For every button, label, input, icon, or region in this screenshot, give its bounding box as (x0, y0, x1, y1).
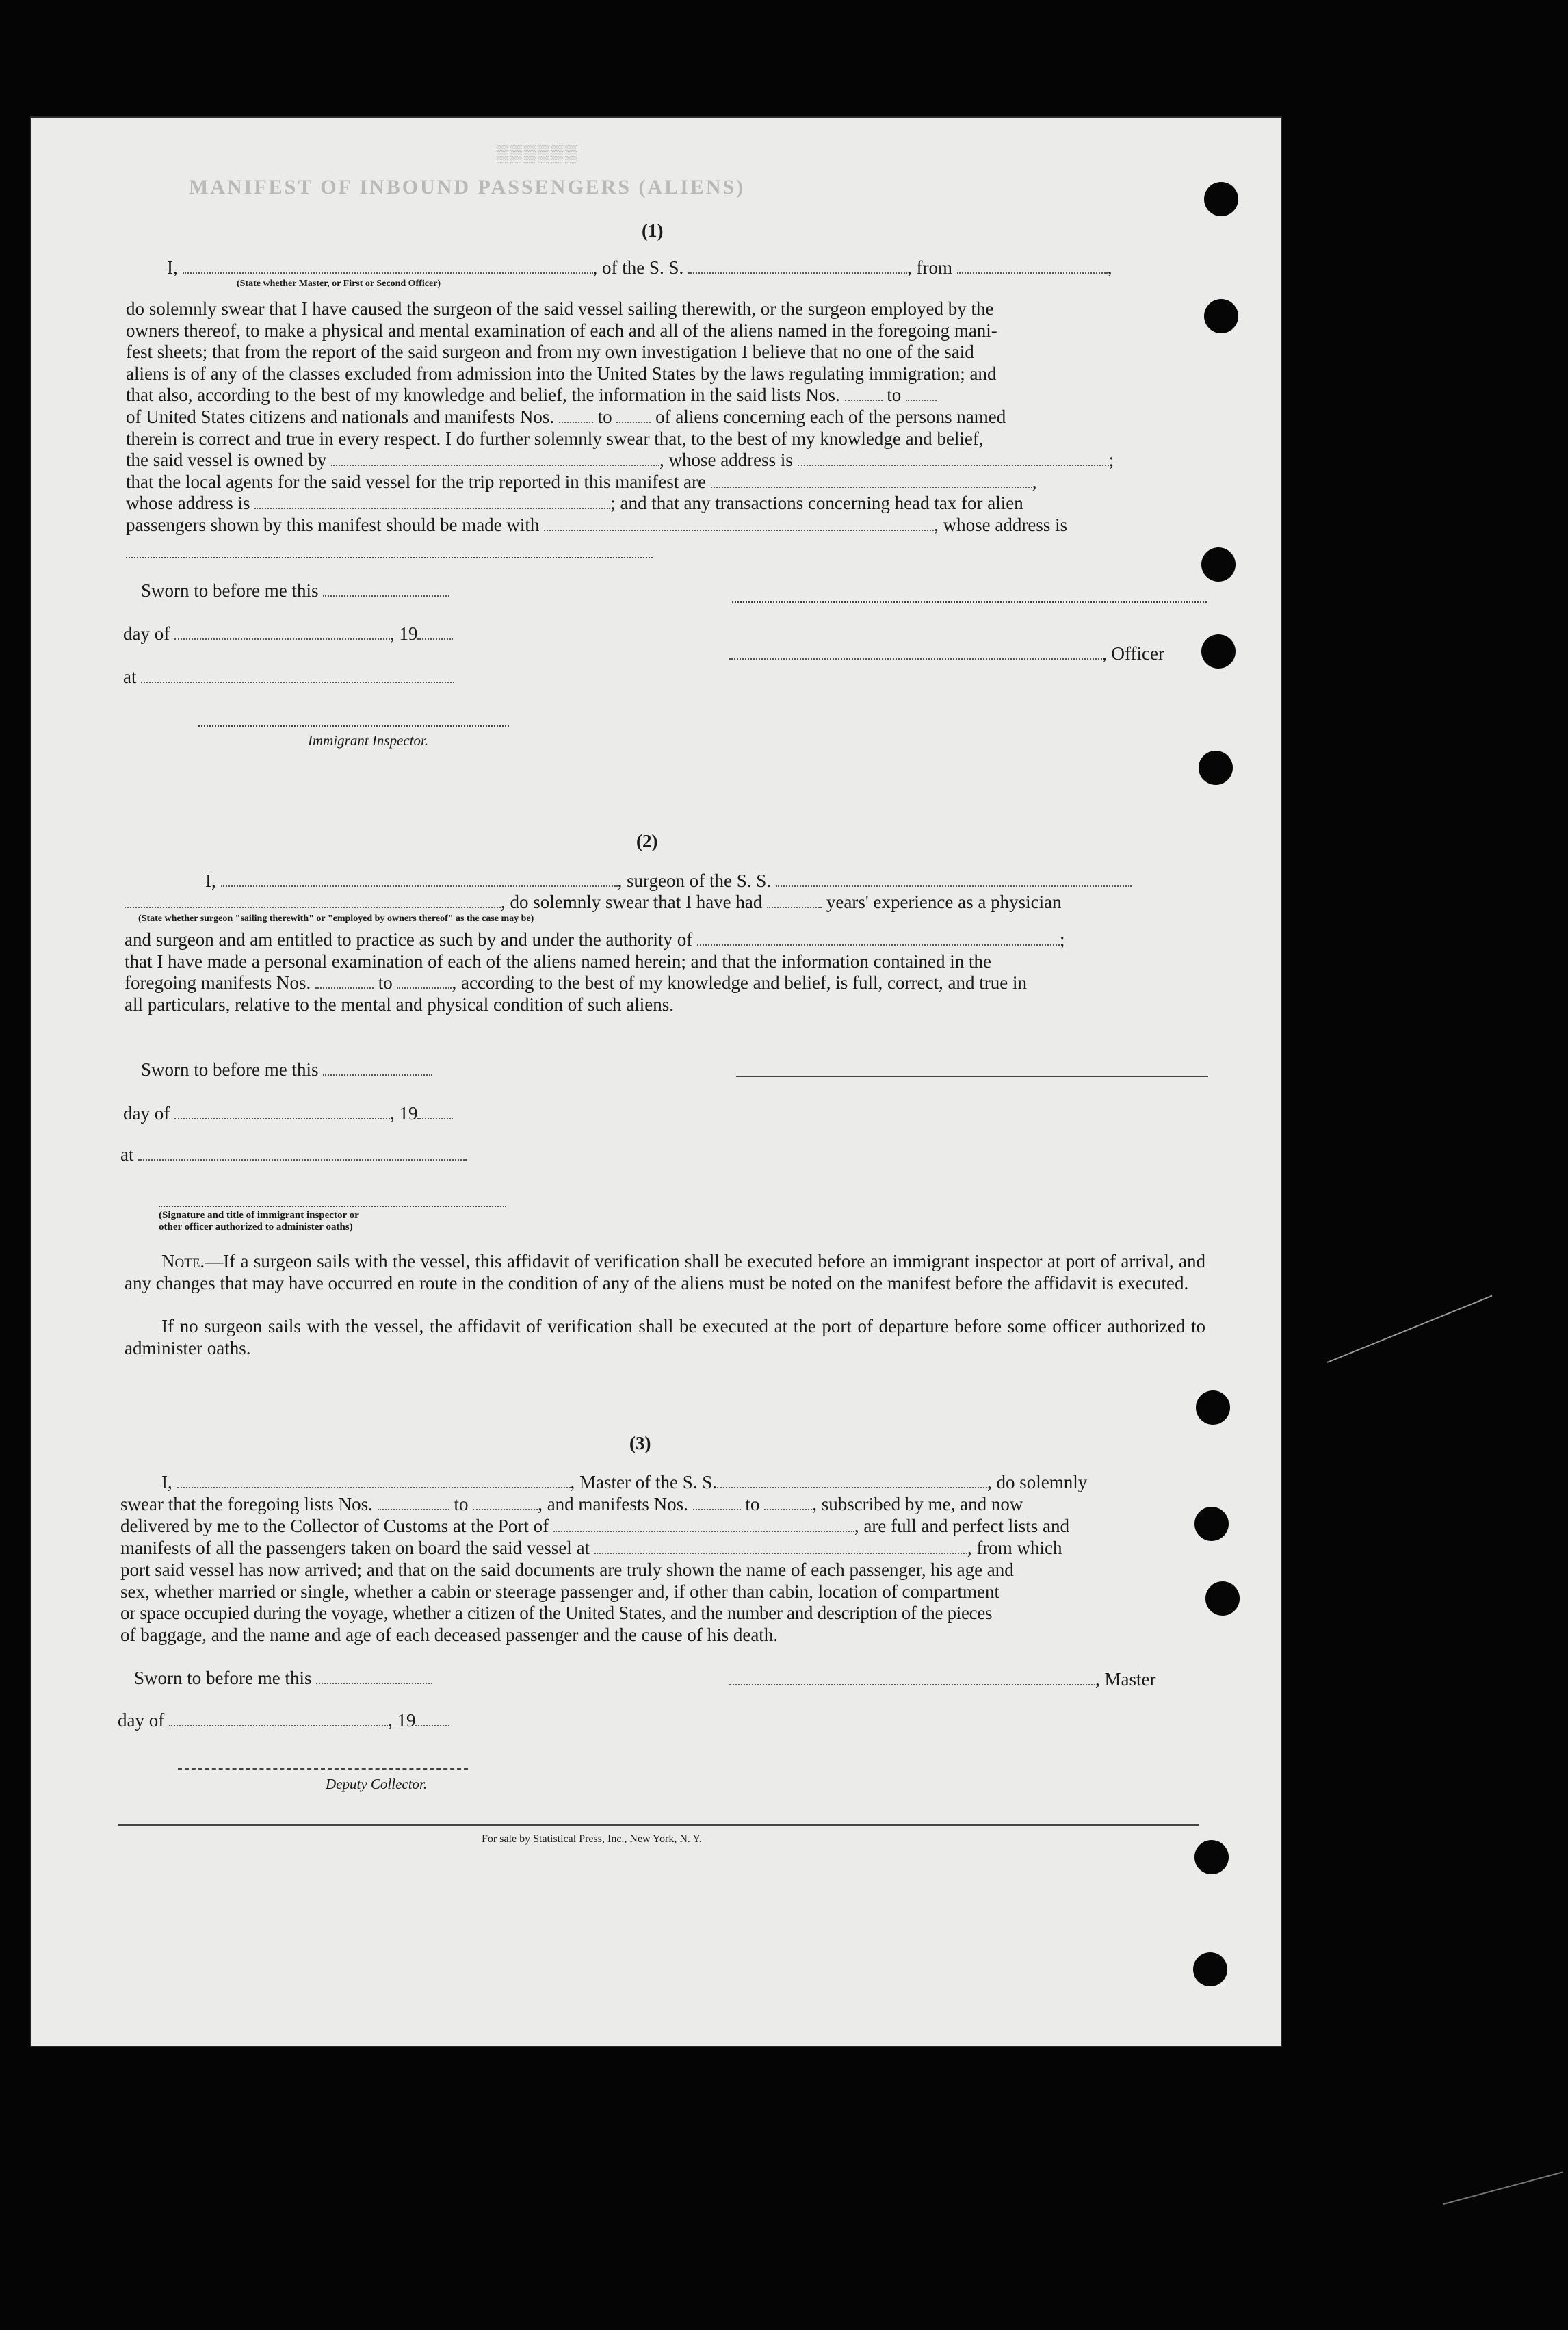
s1-at-field[interactable] (141, 681, 454, 683)
s1-body (126, 298, 1207, 536)
s1-i: I, (167, 257, 178, 278)
s2-text: ; (1060, 929, 1065, 950)
s1-owner-field[interactable] (331, 464, 659, 466)
bleed-through-text: MANIFEST OF INBOUND PASSENGERS (ALIENS) (189, 176, 746, 198)
footer-rule (118, 1824, 1199, 1826)
s2-note-dash: — (205, 1251, 224, 1271)
s2-day-field[interactable] (174, 1117, 390, 1119)
s1-body-line: owners thereof, to make a physical and mental examination of each and all of the aliens named in the foregoing mani- (126, 320, 997, 341)
s1-text: , (1032, 471, 1037, 492)
s3-manifests-to-field[interactable] (764, 1508, 812, 1510)
s1-sworn-label: Sworn to before me this (141, 580, 319, 601)
s3-line-4 (120, 1538, 1062, 1559)
s3-year-label: , 19 (387, 1710, 416, 1731)
s2-at-field[interactable] (138, 1158, 467, 1161)
s1-officer-label: , Officer (1102, 643, 1164, 664)
s1-caption: (State whether Master, or First or Second Officer) (237, 279, 441, 289)
s3-master-name-field[interactable] (177, 1486, 571, 1488)
s3-lists-field[interactable] (378, 1508, 449, 1510)
s3-text: , from which (967, 1538, 1062, 1558)
s3-text: , subscribed by me, and now (812, 1494, 1023, 1514)
s2-line-2 (125, 892, 1062, 914)
s3-sworn (134, 1668, 432, 1690)
s1-from-field[interactable] (957, 272, 1108, 274)
s3-port-field[interactable] (553, 1530, 854, 1532)
s3-deputy-caption: Deputy Collector. (326, 1776, 428, 1792)
section-3-number: (3) (629, 1433, 651, 1453)
s3-i: I, (161, 1472, 172, 1492)
s1-from: , from (907, 257, 952, 278)
s1-year-label: , 19 (389, 623, 418, 644)
section-2-number: (2) (636, 831, 658, 851)
s2-at (120, 1144, 467, 1166)
s1-agents-field[interactable] (711, 486, 1032, 488)
s1-lists-to-field[interactable] (906, 399, 937, 401)
s3-body-line: sex, whether married or single, whether a cabin or steerage passenger and, if other than cabin, location of compartment (120, 1581, 1000, 1602)
s2-inspector-line[interactable] (159, 1206, 506, 1207)
s1-body-line (126, 385, 1207, 406)
s1-text: the said vessel is owned by (126, 450, 327, 471)
manifest-page (31, 118, 1281, 2046)
s2-text: years' experience as a physician (826, 892, 1062, 912)
s1-text: passengers shown by this manifest should be made with (126, 514, 540, 535)
s1-text: that also, according to the best of my knowledge and belief, the information in the said lists Nos. (126, 385, 840, 406)
s1-body-line: fest sheets; that from the report of the said surgeon and from my own investigation I believe that no one of the said (126, 341, 974, 363)
s2-to: to (378, 972, 393, 994)
s1-text: of aliens concerning each of the persons named (655, 406, 1006, 427)
scan-scratch (1327, 1295, 1493, 1363)
s3-body-line: port said vessel has now arrived; and that on the said documents are truly shown the name of each passenger, his age and (120, 1559, 1014, 1580)
s1-comma: , (1107, 257, 1112, 278)
s1-headtax-field[interactable] (544, 529, 934, 531)
s2-sworn-field[interactable] (323, 1074, 432, 1076)
s3-body-line: or space occupied during the voyage, whether a citizen of the United States, and the number and description of the pieces (120, 1603, 993, 1624)
s1-day-label: day of (123, 623, 170, 644)
s2-line-1 (205, 870, 1132, 892)
s2-i: I, (205, 870, 216, 891)
s3-line-1 (161, 1472, 1087, 1494)
s1-line-1 (167, 257, 1112, 279)
s1-officer-signature-field[interactable] (729, 658, 1102, 660)
s1-body-line (126, 471, 1207, 493)
s1-year-field[interactable] (417, 638, 453, 640)
s3-vessel-field[interactable] (717, 1486, 987, 1488)
s2-day-of (123, 1103, 453, 1125)
s3-text: delivered by me to the Collector of Customs at the Port of (120, 1516, 549, 1536)
s1-day-field[interactable] (174, 638, 390, 640)
s3-text: , do solemnly (986, 1472, 1088, 1492)
punch-hole (1196, 1390, 1230, 1425)
s3-sworn-field[interactable] (316, 1682, 432, 1684)
s3-text: , and manifests Nos. (538, 1494, 688, 1514)
s3-boarding-port-field[interactable] (594, 1552, 967, 1554)
s1-day-of (123, 623, 453, 645)
s2-note-2: If no surgeon sails with the vessel, the affidavit of verification shall be executed at the port of departure before some officer authorized to administer oaths. (125, 1316, 1205, 1358)
s1-body-line (126, 515, 1207, 536)
section-1-number: (1) (642, 220, 664, 241)
s1-lists-field[interactable] (845, 399, 883, 401)
s1-inspector-caption: Immigrant Inspector. (308, 732, 429, 749)
scan-scratch (1443, 2171, 1563, 2205)
s3-master-label: , Master (1095, 1669, 1156, 1690)
s2-day-label: day of (123, 1103, 170, 1124)
s1-sworn-field[interactable] (323, 595, 449, 597)
s1-to: to (887, 385, 902, 406)
s2-year-label: , 19 (389, 1103, 418, 1124)
punch-hole (1204, 299, 1238, 333)
s3-body (120, 1559, 1205, 1646)
s1-at-label: at (123, 666, 137, 687)
s3-line-2 (120, 1494, 1023, 1516)
s3-master-of-ss: , Master of the S. S. (570, 1472, 717, 1492)
s3-sworn-label: Sworn to before me this (134, 1668, 312, 1688)
s2-authority-field[interactable] (697, 944, 1060, 946)
s2-text: and surgeon and am entitled to practice as such by and under the authority of (125, 929, 693, 950)
s1-text: whose address is (126, 493, 250, 514)
s1-inspector-line[interactable] (198, 725, 509, 727)
s1-body-line (126, 406, 1207, 428)
s3-manifests-field[interactable] (693, 1508, 741, 1510)
s3-deputy-line[interactable] (178, 1768, 468, 1770)
s2-year-field[interactable] (417, 1117, 453, 1119)
s1-officer-field[interactable] (183, 272, 593, 274)
punch-hole (1205, 1581, 1240, 1616)
s1-text: , whose address is (934, 514, 1068, 535)
s2-note (125, 1251, 1205, 1294)
punch-hole (1201, 634, 1236, 669)
punch-hole (1194, 1840, 1229, 1874)
s1-text: of United States citizens and nationals and manifests Nos. (126, 406, 555, 427)
s2-note-text: If a surgeon sails with the vessel, this affidavit of verification shall be executed before an immigrant inspector at port of arrival, and any changes that may have occurred en route in the condition of any of the aliens must be noted on the manifest before the affidavit is executed. (125, 1251, 1205, 1293)
s3-day-field[interactable] (169, 1724, 388, 1726)
s3-day-of (118, 1710, 449, 1732)
s2-manifests-field[interactable] (315, 987, 374, 989)
s3-text: , are full and perfect lists and (854, 1516, 1070, 1536)
s1-manifests-to-field[interactable] (616, 421, 651, 423)
s2-sworn-label: Sworn to before me this (141, 1059, 319, 1080)
s2-years-field[interactable] (767, 906, 822, 908)
punch-hole (1204, 182, 1238, 216)
s1-text: ; (1108, 450, 1114, 471)
s2-vessel-field[interactable] (776, 885, 1132, 887)
s1-text: , whose address is (659, 450, 793, 471)
s1-body-line: therein is correct and true in every respect. I do further solemnly swear that, to the best of my knowledge and belief, (126, 428, 984, 449)
s1-body-line: aliens is of any of the classes excluded from admission into the United States by the laws regulating immigration; and (126, 363, 997, 384)
s3-day-label: day of (118, 1710, 165, 1731)
s3-text: manifests of all the passengers taken on board the said vessel at (120, 1538, 590, 1558)
s2-body (125, 929, 1205, 1015)
s2-sailing-field[interactable] (125, 906, 501, 908)
s2-note-label: Note. (161, 1251, 205, 1271)
s2-at-label: at (120, 1144, 134, 1165)
s3-line-3 (120, 1516, 1069, 1538)
s1-text: ; and that any transactions concerning head tax for alien (610, 493, 1023, 514)
s2-body-line: that I have made a personal examination of each of the aliens named herein; and that the information contained in the (125, 950, 992, 972)
s2-manifests-to-field[interactable] (397, 987, 452, 989)
punch-hole (1194, 1507, 1229, 1541)
bleed-through-text: ▒▒▒▒▒▒ (497, 145, 579, 163)
punch-hole (1193, 1952, 1227, 1986)
s1-body-line (126, 493, 1207, 515)
s1-manifests-field[interactable] (559, 421, 593, 423)
s2-body-line: all particulars, relative to the mental and physical condition of such aliens. (125, 994, 674, 1015)
s1-text: that the local agents for the said vessel for the trip reported in this manifest are (126, 471, 706, 492)
s3-lists-to-field[interactable] (473, 1508, 538, 1510)
s2-text: , do solemnly swear that I have had (501, 892, 763, 912)
s2-body-line (125, 972, 1205, 994)
s1-officer-line (729, 643, 1164, 665)
s3-text: swear that the foregoing lists Nos. (120, 1494, 373, 1514)
s1-of-the-ss: , of the S. S. (592, 257, 684, 278)
s1-at (123, 666, 454, 688)
s1-to: to (597, 406, 612, 427)
s1-body-line (126, 450, 1207, 471)
s3-year-field[interactable] (415, 1724, 449, 1726)
s2-sworn (141, 1059, 432, 1081)
s2-signature-caption-2: other officer authorized to administer oaths) (159, 1221, 353, 1232)
s3-body-line: of baggage, and the name and age of each deceased passenger and the cause of his death. (120, 1624, 779, 1645)
s2-surgeon-signature-line[interactable] (736, 1076, 1208, 1077)
s3-to: to (745, 1494, 760, 1514)
punch-hole (1199, 751, 1233, 785)
s2-text: , according to the best of my knowledge and belief, is full, correct, and true in (452, 972, 1027, 994)
s1-signature-line[interactable] (732, 601, 1207, 603)
s1-agents-address-field[interactable] (254, 507, 610, 509)
s1-owner-address-field[interactable] (798, 464, 1109, 466)
s2-surgeon-of-ss: , surgeon of the S. S. (617, 870, 772, 891)
s1-address-continuation-line[interactable] (126, 557, 653, 558)
s2-body-line (125, 929, 1205, 951)
s1-sworn (141, 580, 449, 602)
s2-caption: (State whether surgeon "sailing therewith" or "employed by owners thereof" as the case may be) (138, 914, 534, 924)
s1-body-line: do solemnly swear that I have caused the surgeon of the said vessel sailing therewith, or the surgeon employed by the (126, 298, 994, 319)
s3-master-signature-field[interactable] (729, 1683, 1095, 1685)
footer-imprint: For sale by Statistical Press, Inc., New York, N. Y. (482, 1833, 702, 1845)
punch-hole (1201, 547, 1236, 582)
s2-signature-caption-1: (Signature and title of immigrant inspector or (159, 1210, 359, 1221)
s1-vessel-field[interactable] (688, 272, 907, 274)
s3-to: to (454, 1494, 469, 1514)
s2-text: foregoing manifests Nos. (125, 972, 311, 994)
s3-master-signature (729, 1669, 1155, 1691)
s2-surgeon-name-field[interactable] (221, 885, 618, 887)
